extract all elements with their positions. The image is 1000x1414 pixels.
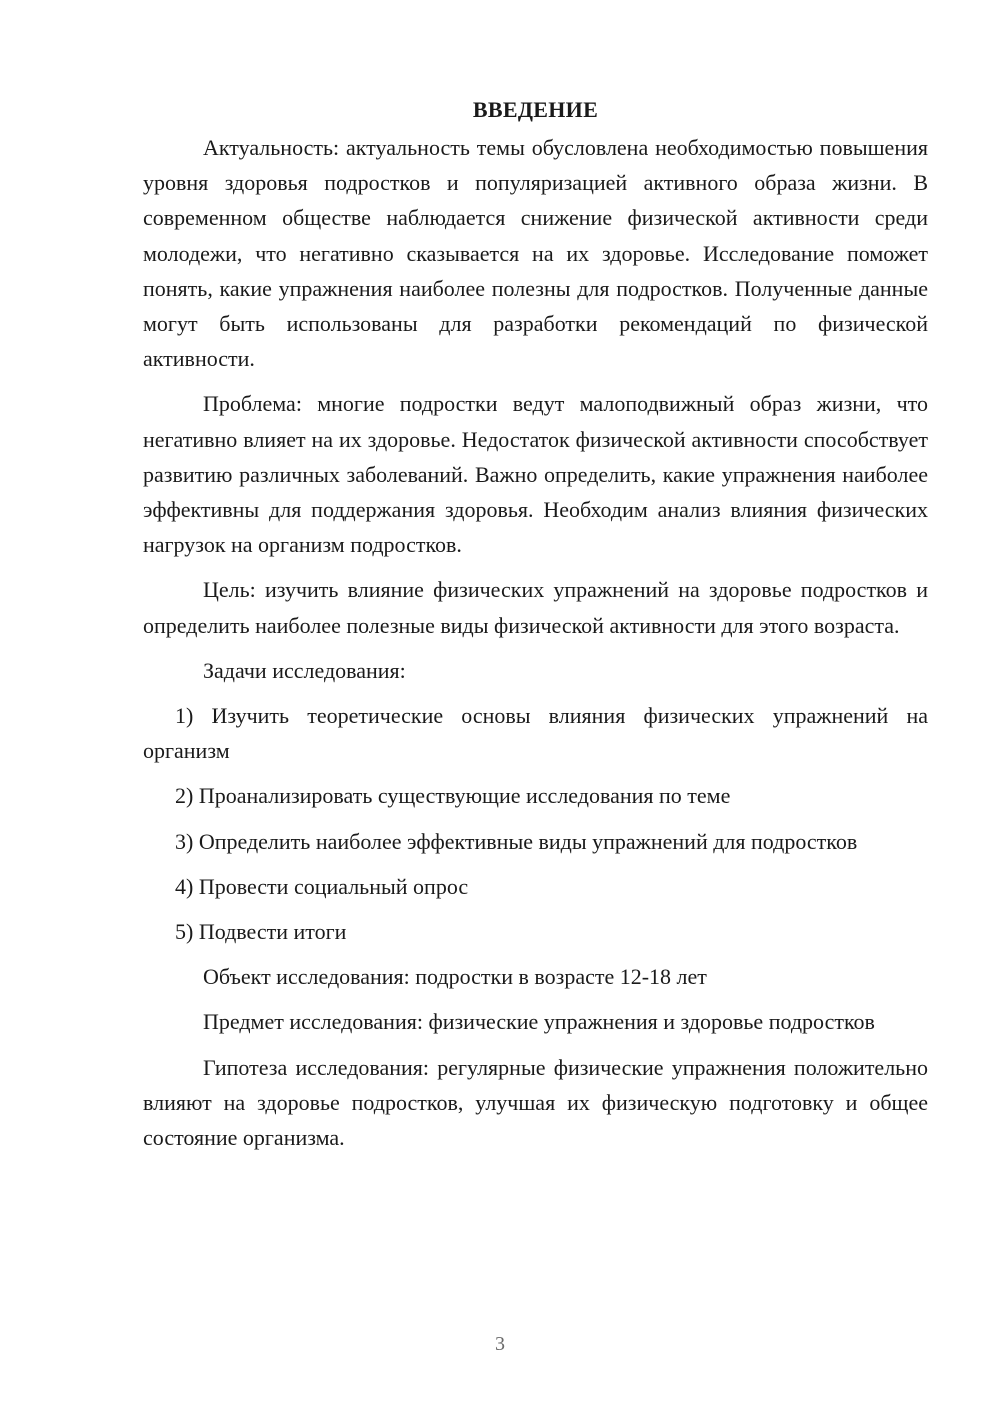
tasks-heading: Задачи исследования: (203, 657, 406, 683)
section-title: ВВЕДЕНИЕ (472, 97, 599, 122)
paragraph-subject: Предмет исследования: физические упражнения и здоровье подростков (203, 1009, 875, 1035)
paragraph-hypothesis: Гипотеза исследования: регулярные физические упражнения положительно влияют на здоровье подростков, улучшая их физическую подготовку и общее состояние организма. (143, 1054, 928, 1151)
task-item-3: 3) Определить наиболее эффективные виды упражнений для подростков (175, 828, 858, 854)
paragraph-goal: Цель: изучить влияние физических упражнений на здоровье подростков и определить наиболее полезные виды физической активности для этого возраста. (143, 577, 928, 638)
task-item-1: 1) Изучить теоретические основы влияния физических упражнений на организм (143, 703, 928, 764)
document-page (143, 92, 928, 1165)
paragraph-object: Объект исследования: подростки в возрасте 12-18 лет (203, 964, 707, 990)
paragraph-problem: Проблема: многие подростки ведут малоподвижный образ жизни, что негативно влияет на их здоровье. Недостаток физической активности способствует развитию различных заболеваний. Важно определить, какие упражнения наиболее эффективны для поддержания здоровья. Необходим анализ влияния физических нагрузок на организм подростков. (143, 391, 928, 558)
task-item-4: 4) Провести социальный опрос (175, 873, 469, 899)
page-number: 3 (495, 1333, 505, 1355)
paragraph-relevance: Актуальность: актуальность темы обусловлена необходимостью повышения уровня здоровья подростков и популяризацией активного образа жизни. В современном обществе наблюдается снижение физической активности среди молодежи, что негативно сказывается на их здоровье. Исследование поможет понять, какие упражнения наиболее полезны для подростков. Полученные данные могут быть использованы для разработки рекомендаций по физической активности. (143, 135, 928, 372)
task-item-2: 2) Проанализировать существующие исследования по теме (175, 783, 731, 809)
task-item-5: 5) Подвести итоги (175, 919, 347, 945)
